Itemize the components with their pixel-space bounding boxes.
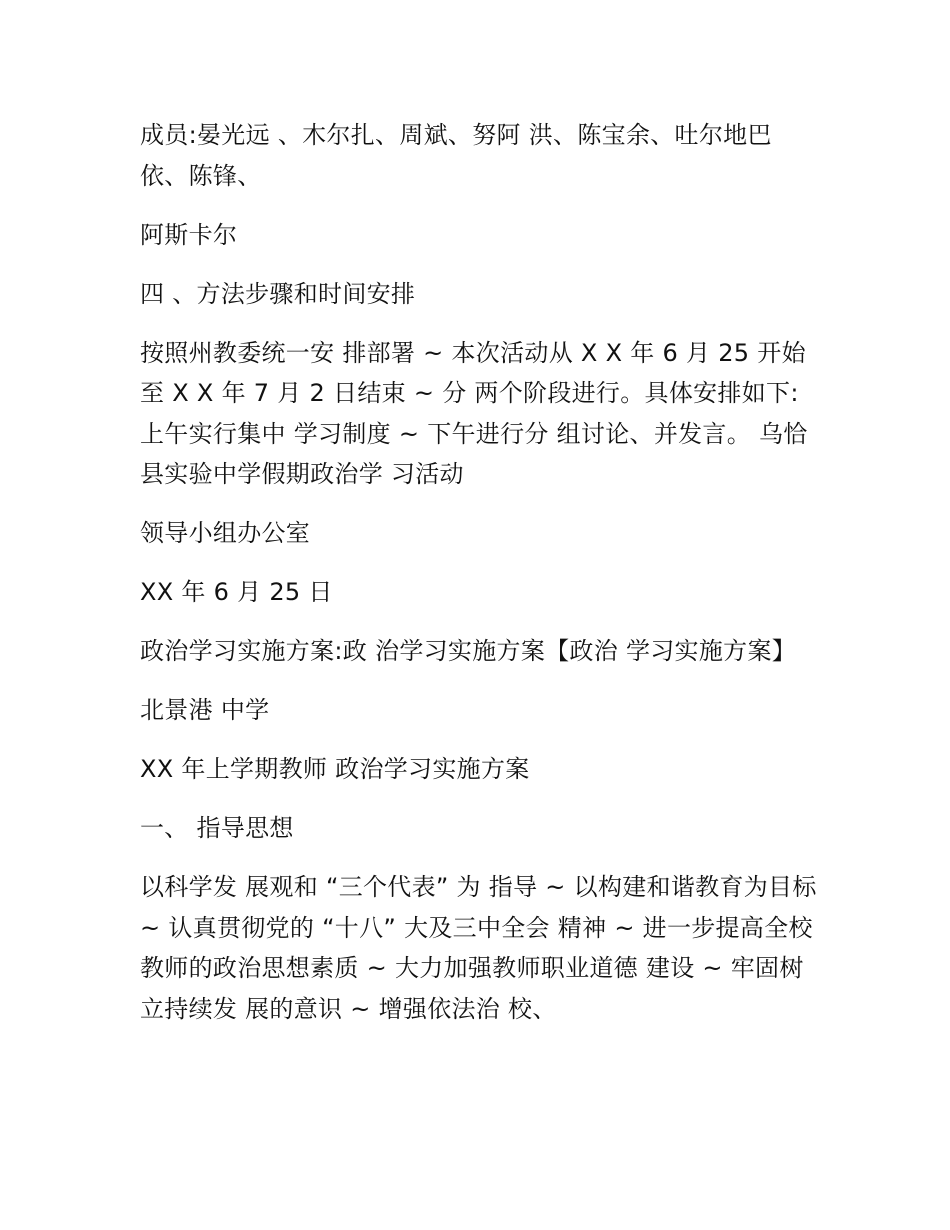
members-paragraph: 成员:晏光远 、木尔扎、周斌、努阿 洪、陈宝余、吐尔地巴 依、陈锋、 <box>140 121 772 190</box>
members-continuation: 阿斯卡尔 <box>140 220 238 249</box>
plan-title: XX 年上学期教师 政治学习实施方案 <box>140 755 530 783</box>
schedule-paragraph: 按照州教委统一安 排部署 ~ 本次活动从 X X 年 6 月 25 开始至 X X 年 7 月 2 日结束 ~ 分 两个阶段进行。具体安排如下:上午实行集中 学习制度 ~ 下午进行分 组讨论、并发言。 乌恰 县实验中学假期政治学 习活动 <box>140 338 808 488</box>
document-title: 政治学习实施方案:政 治学习实施方案【政治 学习实施方案】 <box>140 637 797 665</box>
office-line: 领导小组办公室 <box>140 519 311 547</box>
guiding-ideology-paragraph: 以科学发 展观和 “三个代表” 为 指导 ~ 以构建和谐教育为目标 ~ 认真贯彻党的 “十八” 大及三中全会 精神 ~ 进一步提高全校 教师的政治思想素质 ~ 大力加强教师职业道德 建设 ~ 牢固树立持续发 展的意识 ~ 增强依法治 校、 <box>140 873 817 1023</box>
date-line: XX 年 6 月 25 日 <box>140 578 333 606</box>
school-name: 北景港 中学 <box>140 696 270 724</box>
section-heading-guiding-ideology: 一、 指导思想 <box>140 814 294 842</box>
section-heading-method: 四 、方法步骤和时间安排 <box>140 279 416 308</box>
document-page <box>140 115 820 1029</box>
